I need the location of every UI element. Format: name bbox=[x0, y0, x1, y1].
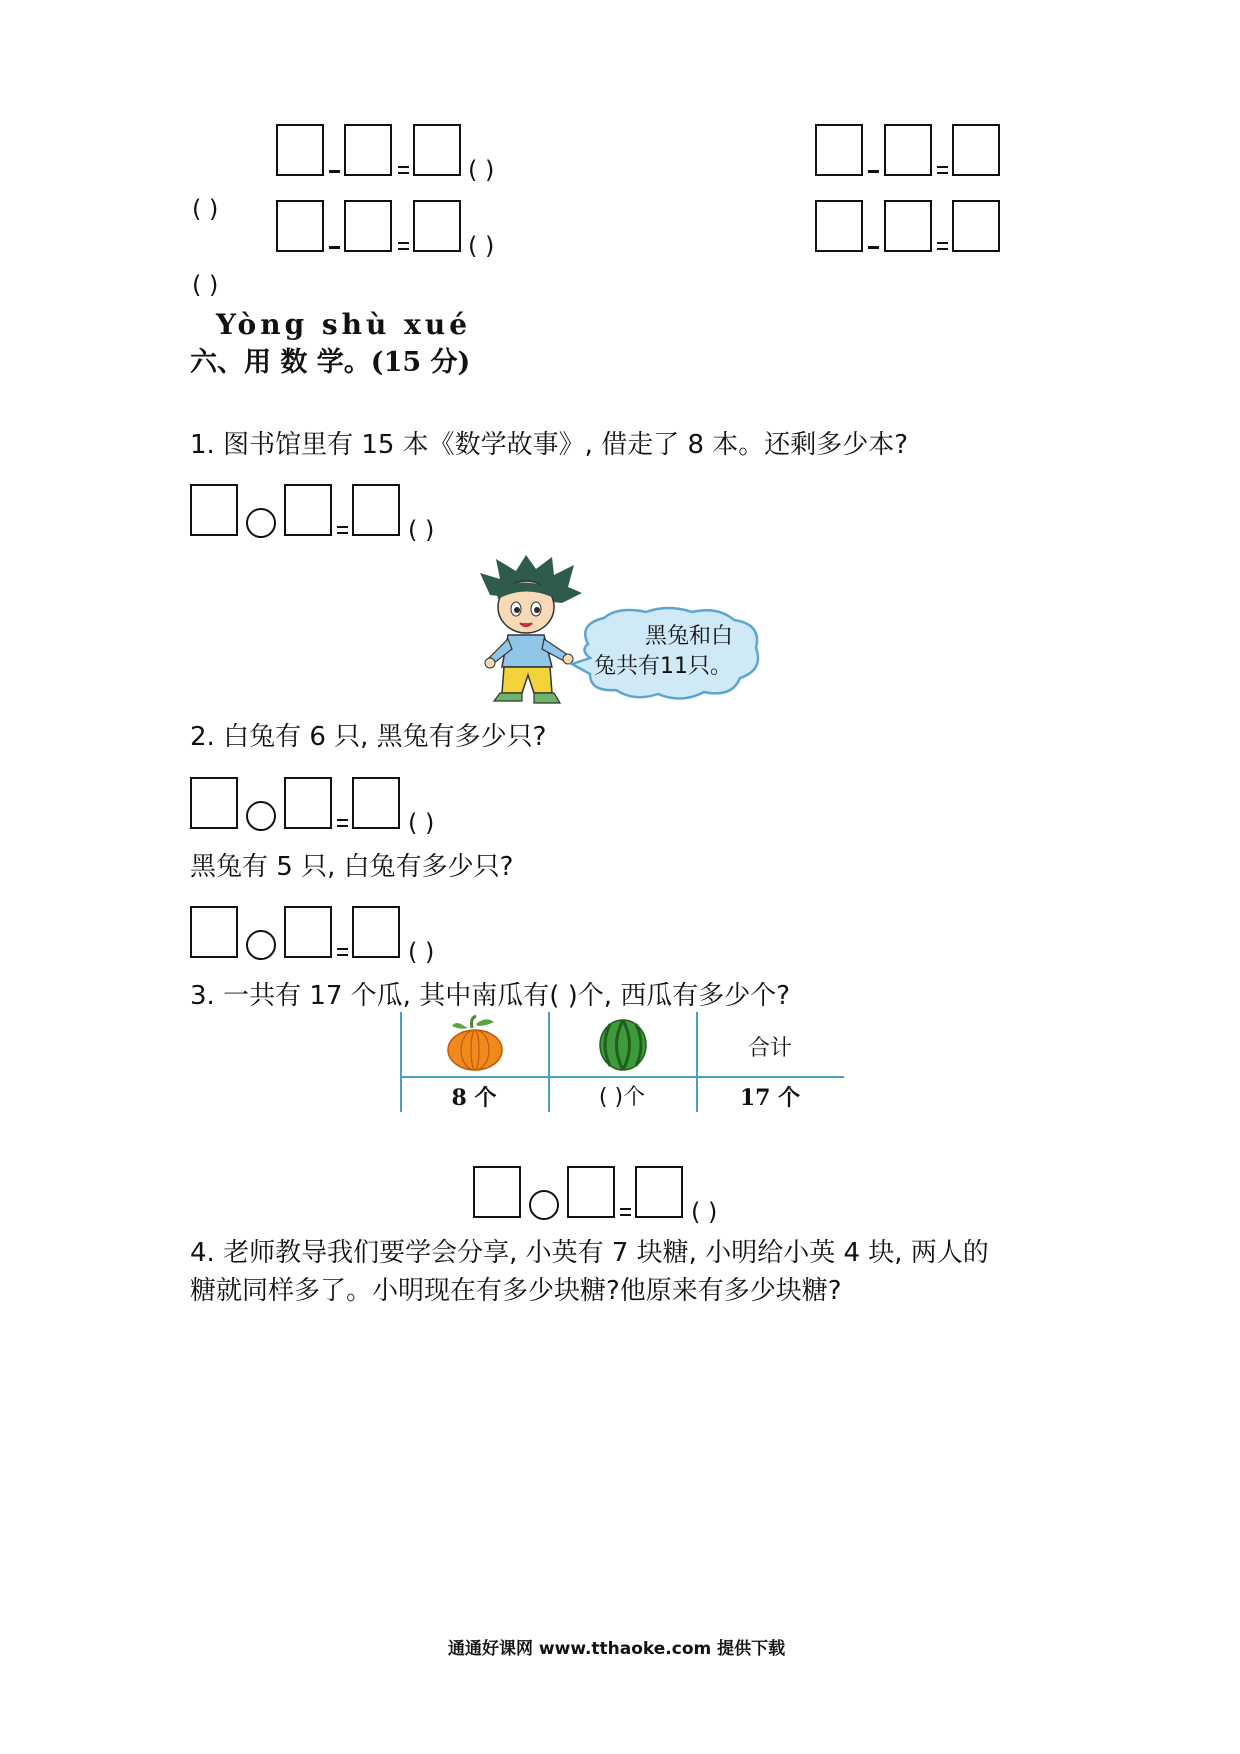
answer-box[interactable] bbox=[413, 124, 461, 176]
answer-box[interactable] bbox=[284, 906, 332, 958]
total-count: 17 个 bbox=[739, 1085, 801, 1111]
answer-box[interactable] bbox=[635, 1166, 683, 1218]
equals-sign bbox=[337, 948, 348, 956]
answer-box[interactable] bbox=[352, 777, 400, 829]
watermelon-icon bbox=[598, 1018, 648, 1072]
answer-box[interactable] bbox=[952, 124, 1000, 176]
answer-box[interactable] bbox=[473, 1166, 521, 1218]
problem-2-text-b: 黑兔有 5 只, 白兔有多少只? bbox=[190, 852, 514, 882]
speech-line-2: 兔共有11只。 bbox=[594, 654, 732, 679]
footer-credit: 通通好课网 www.tthaoke.com 提供下载 bbox=[448, 1639, 786, 1659]
answer-box[interactable] bbox=[344, 200, 392, 252]
answer-box[interactable] bbox=[567, 1166, 615, 1218]
minus-sign bbox=[868, 170, 879, 173]
answer-box[interactable] bbox=[952, 200, 1000, 252]
unit-parentheses[interactable]: ( ) bbox=[408, 809, 435, 837]
operator-circle[interactable] bbox=[246, 930, 276, 960]
answer-box[interactable] bbox=[884, 124, 932, 176]
unit-parentheses[interactable]: ( ) bbox=[468, 232, 495, 260]
equals-sign bbox=[620, 1208, 631, 1216]
unit-parentheses[interactable]: ( ) bbox=[192, 195, 219, 223]
minus-sign bbox=[329, 170, 340, 173]
equals-sign bbox=[398, 242, 409, 250]
unit-parentheses[interactable]: ( ) bbox=[408, 516, 435, 544]
equals-sign bbox=[337, 819, 348, 827]
section-title: 六、用 数 学。(15 分) bbox=[190, 347, 471, 378]
operator-circle[interactable] bbox=[246, 801, 276, 831]
answer-box[interactable] bbox=[276, 124, 324, 176]
answer-box[interactable] bbox=[190, 777, 238, 829]
problem-2-text-a: 2. 白兔有 6 只, 黑兔有多少只? bbox=[190, 722, 547, 752]
operator-circle[interactable] bbox=[529, 1190, 559, 1220]
answer-box[interactable] bbox=[815, 200, 863, 252]
answer-box[interactable] bbox=[284, 777, 332, 829]
answer-box[interactable] bbox=[815, 124, 863, 176]
operator-circle[interactable] bbox=[246, 508, 276, 538]
answer-box[interactable] bbox=[190, 484, 238, 536]
equals-sign bbox=[337, 526, 348, 534]
answer-box[interactable] bbox=[352, 484, 400, 536]
problem-3-text: 3. 一共有 17 个瓜, 其中南瓜有( )个, 西瓜有多少个? bbox=[190, 981, 791, 1011]
answer-box[interactable] bbox=[284, 484, 332, 536]
equals-sign bbox=[937, 242, 948, 250]
pumpkin-count: 8 个 bbox=[451, 1085, 497, 1111]
equals-sign bbox=[937, 166, 948, 174]
table-divider bbox=[400, 1076, 844, 1078]
unit-parentheses[interactable]: ( ) bbox=[468, 156, 495, 184]
speech-line-1: 黑兔和白 bbox=[645, 624, 734, 649]
answer-box[interactable] bbox=[413, 200, 461, 252]
minus-sign bbox=[329, 246, 340, 249]
unit-parentheses[interactable]: ( ) bbox=[691, 1198, 718, 1226]
problem-4-line-2: 糖就同样多了。小明现在有多少块糖?他原来有多少块糖? bbox=[190, 1276, 842, 1306]
watermelon-count[interactable]: ( )个 bbox=[598, 1085, 646, 1110]
answer-box[interactable] bbox=[352, 906, 400, 958]
equals-sign bbox=[398, 166, 409, 174]
unit-parentheses[interactable]: ( ) bbox=[192, 271, 219, 299]
section-pinyin: Yòng shù xué bbox=[216, 308, 472, 341]
unit-parentheses[interactable]: ( ) bbox=[408, 938, 435, 966]
answer-box[interactable] bbox=[884, 200, 932, 252]
problem-4-line-1: 4. 老师教导我们要学会分享, 小英有 7 块糖, 小明给小英 4 块, 两人的 bbox=[190, 1238, 989, 1268]
answer-box[interactable] bbox=[190, 906, 238, 958]
table-header-total: 合计 bbox=[747, 1036, 792, 1061]
minus-sign bbox=[868, 246, 879, 249]
pumpkin-icon bbox=[446, 1014, 504, 1072]
answer-box[interactable] bbox=[344, 124, 392, 176]
answer-box[interactable] bbox=[276, 200, 324, 252]
problem-1-text: 1. 图书馆里有 15 本《数学故事》, 借走了 8 本。还剩多少本? bbox=[190, 430, 909, 460]
